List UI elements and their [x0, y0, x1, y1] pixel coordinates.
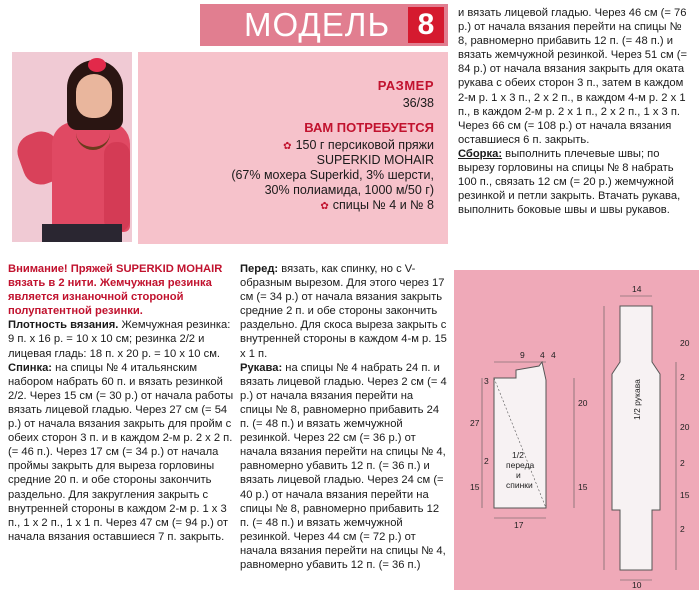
front-heading: Перед: — [240, 263, 279, 275]
size-box — [138, 52, 448, 244]
size-value: 36/38 — [402, 96, 434, 110]
materials-line: 30% полиамида, 1000 м/50 г) — [264, 183, 434, 197]
dim-label: 4 — [551, 350, 556, 360]
body-label-4: спинки — [506, 480, 533, 490]
back-text: на спицы № 4 итальянским набором набрать 60 п. и вязать резинкой 2/2. Через 15 см (= 30 р.) от начала работы вязать лицевой гладью. Через 27 см (= 54 р.) от начала вязания закрыть для пройм с обеих сторон 3 п. и в каждом 2-м р. 2 х 2 п. (= 46 п.). Через 17 см (= 34 р.) от начала проймы закрыть для выреза горловины средние 20 п. и обе стороны закончить раздельно. Для закругления закрыть с внутренней стороны в каждом 2-м р. 1 х 3 п., 1 х 2 п., 1 х 1 п. Через 47 см (= 94 р.) от начала вязания оставшиеся 7 п. закрыть. — [8, 361, 234, 543]
instructions-column-2 — [240, 262, 448, 572]
flower-bullet-icon: ✿ — [320, 201, 329, 212]
body-label-3: и — [516, 470, 521, 480]
size-title: РАЗМЕР — [377, 78, 434, 93]
instructions-column-1 — [8, 262, 236, 544]
assembly-heading: Сборка: — [458, 147, 503, 160]
assembly-text: выполнить плечевые швы; по вырезу горловины на спицы № 8 набрать 100 п., связать 12 см (= 20 р.) жемчужной резинкой и петли закрыть. Втачать рукава, выполнить боковые швы и швы рукавов. — [458, 147, 681, 217]
model-title: МОДЕЛЬ — [244, 6, 391, 43]
dim-label: 20 — [680, 422, 690, 432]
dim-label: 17 — [514, 520, 524, 530]
dim-label: 15 — [470, 482, 480, 492]
dim-label: 10 — [632, 580, 642, 590]
body-label-1: 1/2 — [512, 450, 524, 460]
flower-bullet-icon: ✿ — [283, 141, 292, 152]
sleeves-heading: Рукава: — [240, 361, 283, 374]
materials-line: (67% мохера Superkid, 3% шерсти, — [231, 168, 434, 182]
model-photo — [12, 52, 132, 242]
front-text: вязать, как спинку, но с V-образным вырезом. Для этого через 17 см (= 34 р.) от начала вязания закрыть средние 2 п. и обе стороны закончить раздельно. Для скоса выреза закрыть с внутренней стороны в каждом 4-м р. 15 х 1 п. — [240, 263, 447, 360]
sleeves-text: на спицы № 4 набрать 24 п. и вязать лицевой гладью. Через 2 см (= 4 р.) от начала вязания перейти на спицы № 8, равномерно прибавить 24 п. (= 48 п.) и вязать жемчужной резинкой. Через 22 см (= 36 р.) от начала вязания перейти на спицы № 4, равномерно убавить 12 п. (= 36 п.) и вязать лицевой гладью. Через 24 см (= 40 р.) от начала вязания перейти на спицы № 8, равномерно прибавить 12 п. (= 48 п.) и вязать жемчужной резинкой. Через 44 см (= 72 р.) от начала вязания перейти на спицы № 4, равномерно убавить 12 п. (= 36 п.) — [240, 361, 447, 571]
dim-label: 2 — [484, 456, 489, 466]
density-text: Жемчужная резинка: 9 п. х 16 р. = 10 х 10 см; резинка 2/2 и лицевая гладь: 18 п. х 20 р. = 10 х 10 см. — [8, 319, 231, 360]
dim-label: 20 — [680, 338, 690, 348]
back-heading: Спинка: — [8, 361, 53, 374]
dim-label: 2 — [680, 372, 685, 382]
sleeve-label: 1/2 рукава — [632, 379, 642, 420]
sleeves-continued-text: и вязать лицевой гладью. Через 46 см (= 76 р.) от начала вязания перейти на спицы № 8, равномерно прибавить 12 п. (= 48 п.) и вязать жемчужной резинкой. Через 51 см (= 84 р.) от начала вязания закрыть для оката рукава с обеих сторон 3 п., затем в каждом 2-м р. 1 х 3 п., 2 х 2 п., в каждом 4-м р. 2 х 1 п., в каждом 2-м р. 2 х 1 п., 2 х 2 п., 1 х 3 п. Через 66 см (= 108 р.) от начала вязания оставшиеся 6 п. закрыть. — [458, 7, 688, 146]
materials-line: ✿ 150 г персиковой пряжи — [283, 138, 434, 152]
pattern-diagram-svg — [454, 270, 699, 590]
dim-label: 20 — [578, 398, 588, 408]
model-number-badge: 8 — [408, 7, 444, 43]
materials-title: ВАМ ПОТРЕБУЕТСЯ — [304, 120, 434, 135]
dim-label: 4 — [540, 350, 545, 360]
dim-label: 14 — [632, 284, 642, 294]
materials-line: SUPERKID MOHAIR — [316, 153, 434, 167]
model-header — [200, 4, 448, 46]
pattern-diagram — [454, 270, 699, 590]
dim-label: 9 — [520, 350, 525, 360]
dim-label: 3 — [484, 376, 489, 386]
warning-text: Внимание! Пряжей SUPERKID MOHAIR вязать в 2 нити. Жемчужная резинка является изнаночной стороной полупатентной резинки. — [8, 263, 223, 318]
dim-label: 2 — [680, 524, 685, 534]
density-heading: Плотность вязания. — [8, 319, 119, 332]
materials-line: ✿ спицы № 4 и № 8 — [320, 198, 434, 212]
sleeve-piece-shape — [612, 306, 660, 570]
dim-label: 27 — [470, 418, 480, 428]
instructions-column-3 — [458, 6, 694, 217]
dim-label: 15 — [578, 482, 588, 492]
dim-label: 2 — [680, 458, 685, 468]
body-label-2: переда — [506, 460, 535, 470]
dim-label: 15 — [680, 490, 690, 500]
